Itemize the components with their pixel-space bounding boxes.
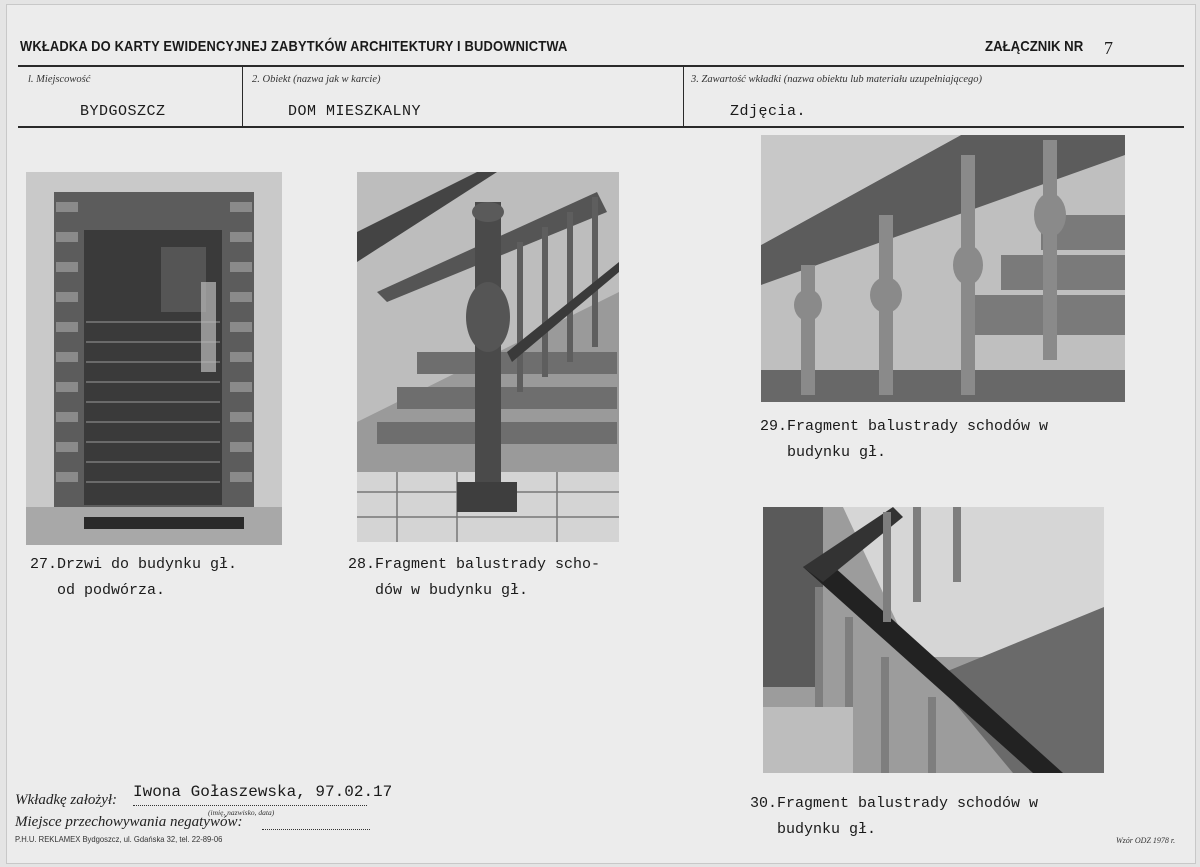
object-value: DOM MIESZKALNY [288,103,422,120]
field-divider-1 [242,66,243,127]
annex-number: 7 [1104,38,1113,58]
caption-28-line1: 28.Fragment balustrady scho- [348,556,601,573]
staircase-newel-photo [357,172,619,542]
annex-label: ZAŁĄCZNIK NR [985,38,1084,55]
caption-28-line2: dów w budynku gł. [348,582,529,599]
caption-30-line1: 30.Fragment balustrady schodów w [750,795,1039,812]
form-title: WKŁADKA DO KARTY EWIDENCYJNEJ ZABYTKÓW ARCHITEKTURY I BUDOWNICTWA [20,38,568,55]
caption-29-line1: 29.Fragment balustrady schodów w [760,418,1049,435]
contents-label: 3. Zawartość wkładki (nazwa obiektu lub materiału uzupełniającego) [691,74,983,85]
negatives-label: Miejsce przechowywania negatywów: [15,814,243,830]
caption-27-line2: od podwórza. [30,582,166,599]
caption-30-line2: budynku gł. [750,821,877,838]
caption-29-line2: budynku gł. [760,444,887,461]
locality-label: l. Miejscowość [28,74,91,85]
field-divider-2 [683,66,684,127]
negatives-dotted-line [262,829,370,830]
author-label: Wkładkę założył: [15,792,118,808]
balusters-photo [761,135,1125,402]
contents-value: Zdjęcia. [730,103,807,120]
locality-value: BYDGOSZCZ [80,103,166,120]
stair-railing-photo [763,507,1104,773]
author-value: Iwona Gołaszewska, 97.02.17 [133,783,393,801]
printer-imprint: P.H.U. REKLAMEX Bydgoszcz, ul. Gdańska 32, tel. 22-89-06 [15,834,223,844]
author-hint: (imię, nazwisko, data) [208,808,275,817]
object-label: 2. Obiekt (nazwa jak w karcie) [252,74,381,85]
author-dotted-line [133,805,367,806]
header-rule-bottom [18,126,1184,128]
header-rule-top [18,65,1184,67]
template-code: Wzór ODZ 1978 r. [1116,836,1176,845]
door-photo [26,172,282,545]
caption-27-line1: 27.Drzwi do budynku gł. [30,556,238,573]
